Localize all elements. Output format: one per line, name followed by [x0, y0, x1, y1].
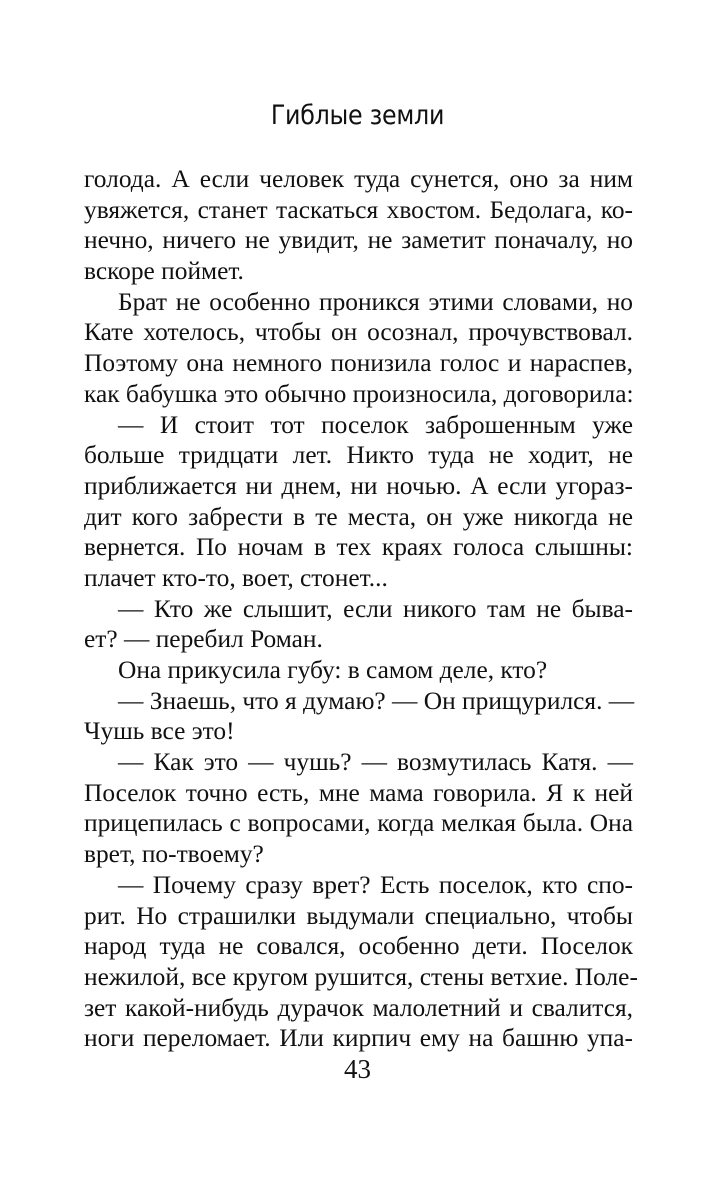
text-line: больше тридцати лет. Никто туда не ходит, не: [84, 441, 633, 470]
text-line: нечно, ничего не увидит, не заметит поначалу, но: [84, 226, 633, 255]
text-line: — И стоит тот поселок заброшенным уже: [118, 410, 633, 439]
text-line: нежилой, все кругом рушится, стены ветхие. Поле-: [84, 962, 638, 991]
running-title: Гиблые земли: [270, 100, 445, 131]
text-line: народ туда не совался, особенно дети. Поселок: [84, 932, 633, 961]
paragraph: [84, 287, 633, 410]
page-number: 43: [344, 1054, 371, 1084]
text-line: Кате хотелось, чтобы он осознал, прочувствовал.: [84, 318, 633, 347]
paragraph: [84, 655, 633, 686]
text-line: — Почему сразу врет? Есть поселок, кто спо-: [118, 870, 633, 899]
paragraph: [84, 594, 633, 655]
paragraph: [84, 747, 633, 870]
text-line: приближается ни днем, ни ночью. А если угораз-: [84, 471, 633, 500]
text-line: рит. Но страшилки выдумали специально, чтобы: [84, 901, 633, 930]
paragraph: [84, 164, 633, 287]
text-line: Поэтому она немного понизила голос и нараспев,: [84, 349, 633, 378]
text-line: ноги переломает. Или кирпич ему на башню упа-: [84, 1024, 633, 1053]
text-line: Чушь все это!: [84, 717, 235, 746]
text-line: Она прикусила губу: в самом деле, кто?: [118, 656, 548, 684]
text-line: зет какой-нибудь дурачок малолетний и свалится,: [84, 993, 633, 1022]
text-line: — Как это — чушь? — возмутилась Катя. —: [118, 748, 633, 777]
text-line: голода. А если человек туда сунется, оно за ним: [84, 165, 633, 193]
body-text: [84, 164, 638, 1054]
text-line: — Кто же слышит, если никого там не быва-: [118, 594, 633, 623]
paragraph: [84, 410, 633, 594]
text-line: Брат не особенно проникся этими словами, но: [118, 287, 633, 316]
text-line: Поселок точно есть, мне мама говорила. Я к ней: [84, 778, 633, 807]
paragraph: [84, 686, 633, 747]
text-line: плачет кто-то, воет, стонет...: [84, 563, 388, 592]
text-line: вскоре поймет.: [84, 257, 244, 286]
text-line: прицепилась с вопросами, когда мелкая была. Она: [84, 809, 633, 838]
text-line: увяжется, станет таскаться хвостом. Бедолага, ко-: [84, 195, 633, 224]
text-line: дит кого забрести в те места, он уже никогда не: [84, 502, 633, 531]
text-line: врет, по-твоему?: [84, 840, 264, 869]
text-line: ет? — перебил Роман.: [84, 625, 323, 654]
text-line: вернется. По ночам в тех краях голоса слышны:: [84, 533, 633, 562]
text-line: — Знаешь, что я думаю? — Он прищурился. —: [118, 686, 635, 715]
text-line: как бабушка это обычно произносила, договорила:: [84, 379, 634, 408]
paragraph: [84, 870, 638, 1054]
